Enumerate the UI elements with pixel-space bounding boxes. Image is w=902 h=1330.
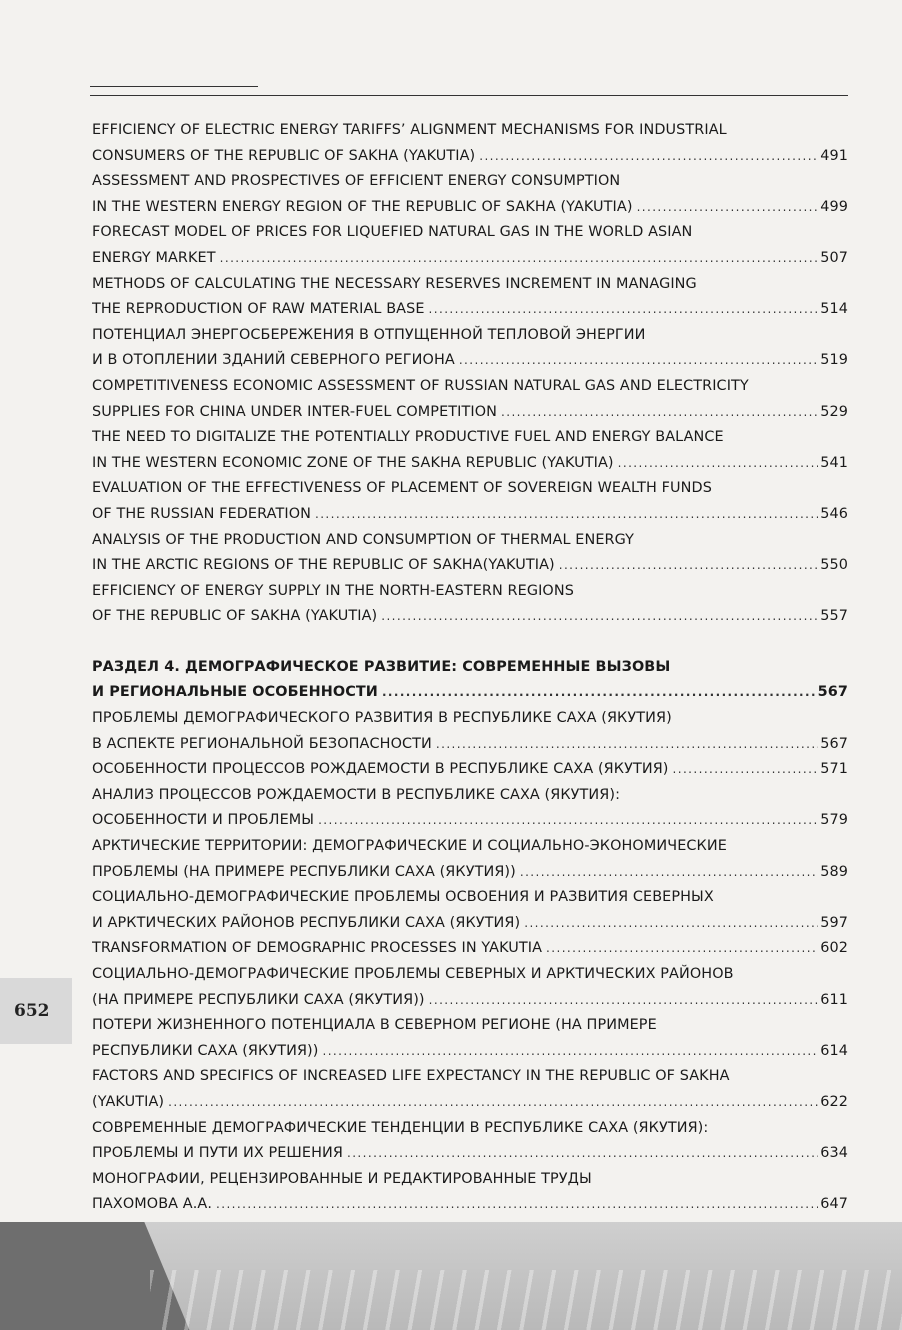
toc-entry bbox=[92, 323, 848, 374]
toc-entry bbox=[92, 118, 848, 169]
toc-entry bbox=[92, 936, 848, 962]
leader-dots bbox=[315, 502, 818, 528]
toc-entry-line bbox=[92, 246, 848, 272]
toc-entry-title: IN THE WESTERN ENERGY REGION OF THE REPUBLIC OF SAKHA (YAKUTIA) bbox=[92, 198, 633, 215]
toc-entry-title: (НА ПРИМЕРЕ РЕСПУБЛИКИ САХА (ЯКУТИЯ)) bbox=[92, 991, 425, 1008]
section-4-heading bbox=[92, 655, 848, 706]
toc-entry-line: METHODS OF CALCULATING THE NECESSARY RESERVES INCREMENT IN MANAGING bbox=[92, 275, 697, 292]
toc-entry bbox=[92, 1064, 848, 1115]
toc-entry bbox=[92, 528, 848, 579]
toc-entry-line bbox=[92, 1090, 848, 1116]
toc-entry bbox=[92, 425, 848, 476]
toc-entry-line: EFFICIENCY OF ENERGY SUPPLY IN THE NORTH-EASTERN REGIONS bbox=[92, 582, 574, 599]
toc-entry bbox=[92, 220, 848, 271]
toc-entry bbox=[92, 1013, 848, 1064]
toc-entry-page: 589 bbox=[820, 863, 848, 880]
toc-entry-page: 499 bbox=[820, 198, 848, 215]
leader-dots bbox=[382, 680, 816, 706]
toc-entry-line: ПОТЕНЦИАЛ ЭНЕРГОСБЕРЕЖЕНИЯ В ОТПУЩЕННОЙ ТЕПЛОВОЙ ЭНЕРГИИ bbox=[92, 326, 646, 343]
toc-entry-title: IN THE WESTERN ECONOMIC ZONE OF THE SAKHA REPUBLIC (YAKUTIA) bbox=[92, 454, 614, 471]
leader-dots bbox=[429, 988, 819, 1014]
section-gap bbox=[92, 630, 848, 655]
toc-entry-line: АРКТИЧЕСКИЕ ТЕРРИТОРИИ: ДЕМОГРАФИЧЕСКИЕ И СОЦИАЛЬНО-ЭКОНОМИЧЕСКИЕ bbox=[92, 838, 727, 855]
toc-entry-line: ASSESSMENT AND PROSPECTIVES OF EFFICIENT ENERGY CONSUMPTION bbox=[92, 173, 621, 190]
toc-entry-title: ПРОБЛЕМЫ И ПУТИ ИХ РЕШЕНИЯ bbox=[92, 1145, 343, 1162]
toc-entry bbox=[92, 655, 848, 706]
toc-entry-title: SUPPLIES FOR CHINA UNDER INTER-FUEL COMPETITION bbox=[92, 403, 498, 420]
toc-entry bbox=[92, 169, 848, 220]
toc-entry-line bbox=[92, 1192, 848, 1218]
toc-part-energy bbox=[92, 118, 848, 630]
toc-entry-title: THE REPRODUCTION OF RAW MATERIAL BASE bbox=[92, 301, 425, 318]
toc-entry-line bbox=[92, 604, 848, 630]
leader-dots bbox=[618, 451, 819, 477]
toc-entry-line bbox=[92, 1039, 848, 1065]
leader-dots bbox=[501, 400, 818, 426]
toc-entry-title: ПАХОМОВА А.А. bbox=[92, 1196, 213, 1213]
toc-entry-title: CONSUMERS OF THE REPUBLIC OF SAKHA (YAKUTIA) bbox=[92, 147, 476, 164]
toc-entry bbox=[92, 962, 848, 1013]
toc-entry-line: СОЦИАЛЬНО-ДЕМОГРАФИЧЕСКИЕ ПРОБЛЕМЫ ОСВОЕНИЯ И РАЗВИТИЯ СЕВЕРНЫХ bbox=[92, 889, 714, 906]
toc-entry-page: 550 bbox=[820, 557, 848, 574]
toc-entry-page: 529 bbox=[820, 403, 848, 420]
toc-entry bbox=[92, 706, 848, 757]
toc-entry-page: 519 bbox=[820, 352, 848, 369]
toc-entry-title: ПРОБЛЕМЫ (НА ПРИМЕРЕ РЕСПУБЛИКИ САХА (ЯКУТИЯ)) bbox=[92, 863, 516, 880]
toc-entry-line: СОЦИАЛЬНО-ДЕМОГРАФИЧЕСКИЕ ПРОБЛЕМЫ СЕВЕРНЫХ И АРКТИЧЕСКИХ РАЙОНОВ bbox=[92, 966, 734, 982]
toc-entry-line: АНАЛИЗ ПРОЦЕССОВ РОЖДАЕМОСТИ В РЕСПУБЛИКЕ САХА (ЯКУТИЯ): bbox=[92, 786, 621, 803]
toc-entry-page: 647 bbox=[820, 1196, 848, 1213]
toc-entry-page: 567 bbox=[817, 684, 848, 701]
toc-entry bbox=[92, 757, 848, 783]
toc-entry-title: И В ОТОПЛЕНИИ ЗДАНИЙ СЕВЕРНОГО РЕГИОНА bbox=[92, 352, 455, 369]
toc-entry-title: TRANSFORMATION OF DEMOGRAPHIC PROCESSES IN YAKUTIA bbox=[92, 940, 543, 957]
toc-entry-title: OF THE REPUBLIC OF SAKHA (YAKUTIA) bbox=[92, 608, 378, 625]
toc-entry-line: СОВРЕМЕННЫЕ ДЕМОГРАФИЧЕСКИЕ ТЕНДЕНЦИИ В РЕСПУБЛИКЕ САХА (ЯКУТИЯ): bbox=[92, 1119, 709, 1136]
toc-entry-line bbox=[92, 911, 848, 937]
toc-entry-page: 571 bbox=[820, 761, 848, 778]
toc-entry-line: EVALUATION OF THE EFFECTIVENESS OF PLACEMENT OF SOVEREIGN WEALTH FUNDS bbox=[92, 480, 712, 497]
toc-entry-title: OF THE RUSSIAN FEDERATION bbox=[92, 505, 311, 522]
leader-dots bbox=[479, 144, 818, 170]
toc-entry-line: РАЗДЕЛ 4. ДЕМОГРАФИЧЕСКОЕ РАЗВИТИЕ: СОВРЕМЕННЫЕ ВЫЗОВЫ bbox=[92, 658, 671, 675]
toc-entry-page: 541 bbox=[820, 454, 848, 471]
toc-entry-line: FACTORS AND SPECIFICS OF INCREASED LIFE EXPECTANCY IN THE REPUBLIC OF SAKHA bbox=[92, 1068, 730, 1085]
leader-dots bbox=[436, 732, 818, 758]
toc-entry-title: ENERGY MARKET bbox=[92, 249, 216, 266]
toc-entry-line: EFFICIENCY OF ELECTRIC ENERGY TARIFFS’ ALIGNMENT MECHANISMS FOR INDUSTRIAL bbox=[92, 122, 727, 138]
toc-entry bbox=[92, 579, 848, 630]
toc-entry-line: COMPETITIVENESS ECONOMIC ASSESSMENT OF RUSSIAN NATURAL GAS AND ELECTRICITY bbox=[92, 377, 749, 394]
toc-entry-line: ANALYSIS OF THE PRODUCTION AND CONSUMPTION OF THERMAL ENERGY bbox=[92, 531, 635, 548]
toc-entry bbox=[92, 885, 848, 936]
toc-entry-line bbox=[92, 936, 848, 962]
toc-entry-page: 602 bbox=[820, 940, 848, 957]
toc-entry-page: 507 bbox=[820, 249, 848, 266]
toc-entry-line: FORECAST MODEL OF PRICES FOR LIQUEFIED NATURAL GAS IN THE WORLD ASIAN bbox=[92, 224, 693, 241]
leader-dots bbox=[520, 860, 818, 886]
toc-entry-line bbox=[92, 144, 848, 170]
toc-entry-line bbox=[92, 451, 848, 477]
leader-dots bbox=[524, 911, 818, 937]
toc-entry-line: ПРОБЛЕМЫ ДЕМОГРАФИЧЕСКОГО РАЗВИТИЯ В РЕСПУБЛИКЕ САХА (ЯКУТИЯ) bbox=[92, 710, 672, 727]
leader-dots bbox=[381, 604, 818, 630]
toc-part-demography bbox=[92, 706, 848, 1218]
toc-entry-page: 622 bbox=[820, 1093, 848, 1110]
toc-entry-page: 579 bbox=[820, 812, 848, 829]
toc-entry-line bbox=[92, 757, 848, 783]
toc-entry bbox=[92, 476, 848, 527]
leader-dots bbox=[637, 195, 819, 221]
page-number: 652 bbox=[14, 1001, 50, 1021]
toc-entry-line: МОНОГРАФИИ, РЕЦЕНЗИРОВАННЫЕ И РЕДАКТИРОВАННЫЕ ТРУДЫ bbox=[92, 1170, 592, 1187]
toc-entry-line bbox=[92, 988, 848, 1014]
toc-entry-title: ОСОБЕННОСТИ И ПРОБЛЕМЫ bbox=[92, 812, 315, 829]
toc-entry-page: 491 bbox=[820, 147, 848, 164]
toc-entry-page: 634 bbox=[820, 1145, 848, 1162]
leader-dots bbox=[459, 348, 818, 374]
toc-entry-line bbox=[92, 297, 848, 323]
leader-dots bbox=[220, 246, 819, 272]
leader-dots bbox=[347, 1141, 818, 1167]
toc-entry-title: РЕСПУБЛИКИ САХА (ЯКУТИЯ)) bbox=[92, 1042, 319, 1059]
toc-entry-line bbox=[92, 400, 848, 426]
toc-entry-title: И РЕГИОНАЛЬНЫЕ ОСОБЕННОСТИ bbox=[92, 684, 378, 701]
toc-entry-title: IN THE ARCTIC REGIONS OF THE REPUBLIC OF SAKHA(YAKUTIA) bbox=[92, 557, 555, 574]
toc-entry-line bbox=[92, 553, 848, 579]
toc-entry-line bbox=[92, 808, 848, 834]
header-rule-long bbox=[90, 95, 848, 96]
toc-entry bbox=[92, 834, 848, 885]
toc-entry bbox=[92, 783, 848, 834]
toc-entry-page: 614 bbox=[820, 1042, 848, 1059]
toc-entry-line bbox=[92, 1141, 848, 1167]
leader-dots bbox=[559, 553, 818, 579]
footer-stripes bbox=[150, 1270, 902, 1330]
leader-dots bbox=[673, 757, 819, 783]
toc-entry bbox=[92, 1116, 848, 1167]
toc-entry-page: 514 bbox=[820, 301, 848, 318]
toc-entry-title: (YAKUTIA) bbox=[92, 1093, 165, 1110]
leader-dots bbox=[216, 1192, 818, 1218]
leader-dots bbox=[546, 936, 818, 962]
toc-entry-line bbox=[92, 732, 848, 758]
toc-entry-page: 557 bbox=[820, 608, 848, 625]
toc-entry-line bbox=[92, 502, 848, 528]
toc-entry-page: 546 bbox=[820, 505, 848, 522]
toc-entry-title: ОСОБЕННОСТИ ПРОЦЕССОВ РОЖДАЕМОСТИ В РЕСПУБЛИКЕ САХА (ЯКУТИЯ) bbox=[92, 761, 669, 778]
leader-dots bbox=[168, 1090, 818, 1116]
leader-dots bbox=[429, 297, 819, 323]
toc-entry bbox=[92, 1167, 848, 1218]
toc-entry-page: 611 bbox=[820, 991, 848, 1008]
table-of-contents bbox=[92, 118, 848, 1218]
toc-entry-line bbox=[92, 195, 848, 221]
header-rule-short bbox=[90, 86, 258, 87]
toc-entry-title: И АРКТИЧЕСКИХ РАЙОНОВ РЕСПУБЛИКИ САХА (ЯКУТИЯ) bbox=[92, 914, 521, 931]
toc-entry bbox=[92, 374, 848, 425]
leader-dots bbox=[322, 1039, 818, 1065]
toc-entry-page: 567 bbox=[820, 735, 848, 752]
toc-entry-line: ПОТЕРИ ЖИЗНЕННОГО ПОТЕНЦИАЛА В СЕВЕРНОМ РЕГИОНЕ (НА ПРИМЕРЕ bbox=[92, 1017, 657, 1034]
toc-entry-line bbox=[92, 680, 848, 706]
toc-entry-line: THE NEED TO DIGITALIZE THE POTENTIALLY PRODUCTIVE FUEL AND ENERGY BALANCE bbox=[92, 429, 724, 446]
toc-entry-title: В АСПЕКТЕ РЕГИОНАЛЬНОЙ БЕЗОПАСНОСТИ bbox=[92, 735, 432, 752]
toc-entry-line bbox=[92, 348, 848, 374]
leader-dots bbox=[318, 808, 818, 834]
toc-entry-line bbox=[92, 860, 848, 886]
toc-entry bbox=[92, 272, 848, 323]
toc-entry-page: 597 bbox=[820, 914, 848, 931]
